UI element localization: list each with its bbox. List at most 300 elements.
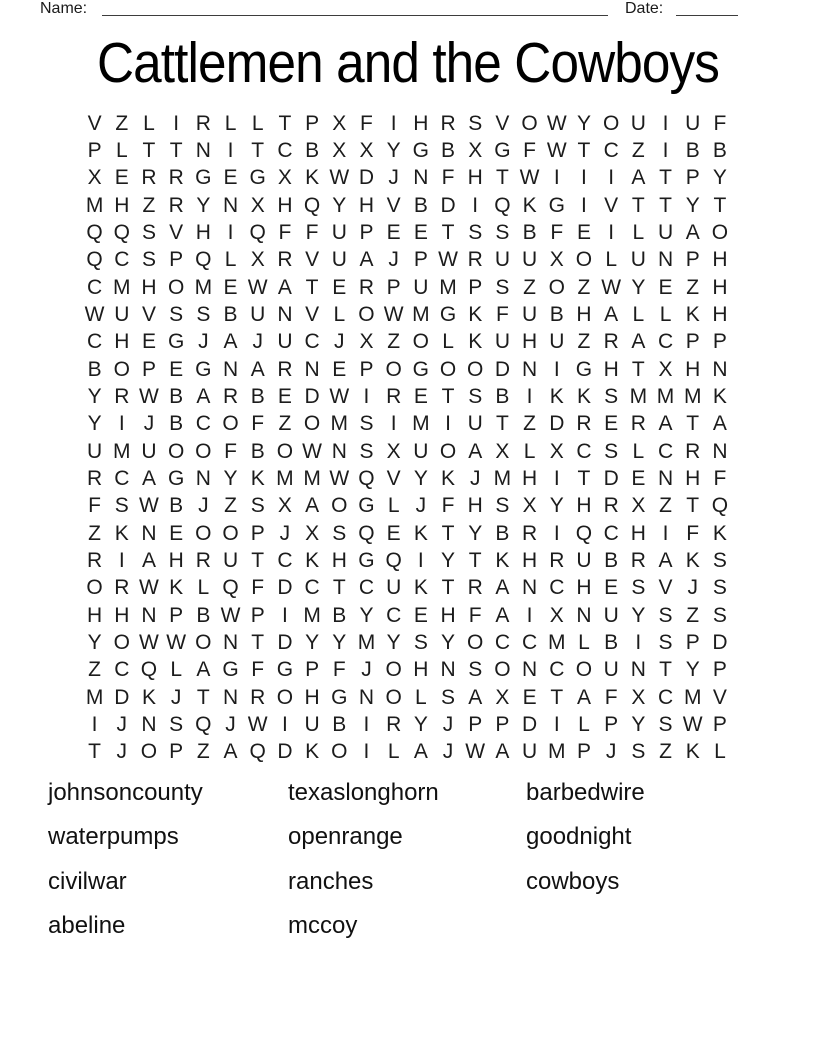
grid-letter: I xyxy=(118,412,125,436)
grid-letter: N xyxy=(712,357,728,381)
grid-letter: D xyxy=(114,685,130,709)
grid-letter: R xyxy=(222,384,239,408)
grid-letter: D xyxy=(277,630,293,654)
word-item: abeline xyxy=(48,912,126,940)
grid-letter: T xyxy=(88,740,101,764)
grid-letter: T xyxy=(251,630,265,654)
grid-letter: X xyxy=(495,439,510,463)
grid-letter: K xyxy=(413,576,428,600)
grid-letter: A xyxy=(604,302,619,326)
grid-letter: G xyxy=(167,466,185,490)
grid-letter: J xyxy=(605,740,617,764)
grid-letter: R xyxy=(114,576,130,600)
grid-letter: W xyxy=(682,712,703,736)
grid-letter: E xyxy=(522,685,537,709)
grid-letter: O xyxy=(602,111,620,135)
grid-letter: Q xyxy=(358,521,375,545)
grid-letter: H xyxy=(114,193,130,217)
grid-letter: Q xyxy=(249,740,266,764)
grid-letter: M xyxy=(439,275,457,299)
grid-letter: E xyxy=(277,384,292,408)
word-list-column xyxy=(48,779,288,957)
grid-letter: P xyxy=(141,357,156,381)
grid-letter: X xyxy=(332,138,347,162)
grid-letter: E xyxy=(413,603,428,627)
grid-letter: B xyxy=(196,603,211,627)
grid-letter: U xyxy=(522,302,538,326)
grid-letter: N xyxy=(304,357,320,381)
grid-letter: J xyxy=(687,576,698,600)
grid-letter: W xyxy=(329,384,350,408)
grid-letter: T xyxy=(577,466,591,490)
grid-letter: L xyxy=(632,439,645,463)
grid-letter: L xyxy=(578,712,590,736)
grid-letter: K xyxy=(305,740,320,764)
puzzle-title: Cattlemen and the Cowboys xyxy=(97,31,719,95)
grid-letter: H xyxy=(277,193,293,217)
grid-letter: Y xyxy=(196,193,211,217)
grid-letter: H xyxy=(712,275,728,299)
grid-letter: V xyxy=(386,466,401,490)
grid-letter: R xyxy=(386,384,402,408)
grid-letter: C xyxy=(114,248,130,272)
grid-letter: Q xyxy=(86,220,103,244)
grid-letter: I xyxy=(472,193,479,217)
grid-letter: K xyxy=(305,166,320,190)
grid-letter: O xyxy=(222,521,239,545)
grid-letter: U xyxy=(494,248,510,272)
grid-letter: N xyxy=(222,193,239,217)
grid-letter: I xyxy=(363,384,370,408)
grid-letter: S xyxy=(468,384,483,408)
grid-letter: N xyxy=(277,302,293,326)
grid-letter: X xyxy=(305,521,320,545)
grid-letter: P xyxy=(359,357,374,381)
grid-letter: V xyxy=(169,220,184,244)
grid-letter: I xyxy=(173,111,180,135)
grid-letter: E xyxy=(386,220,401,244)
word-item: johnsoncounty xyxy=(48,779,203,806)
grid-letter: I xyxy=(553,521,560,545)
grid-letter: J xyxy=(198,330,209,354)
grid-letter: O xyxy=(711,220,729,244)
grid-letter: H xyxy=(304,685,320,709)
grid-letter: I xyxy=(553,357,560,381)
grid-letter: O xyxy=(276,685,294,709)
grid-letter: G xyxy=(222,658,239,682)
grid-letter: O xyxy=(167,439,185,463)
grid-letter: Y xyxy=(549,494,564,518)
grid-letter: S xyxy=(332,521,347,545)
grid-letter: A xyxy=(468,685,483,709)
grid-letter: B xyxy=(332,603,347,627)
grid-letter: F xyxy=(251,412,265,436)
grid-letter: R xyxy=(685,439,701,463)
grid-letter: U xyxy=(522,248,538,272)
grid-letter: L xyxy=(578,630,590,654)
grid-letter: O xyxy=(494,658,511,682)
grid-letter: H xyxy=(685,357,701,381)
grid-letter: Y xyxy=(305,630,320,654)
grid-letter: W xyxy=(302,439,322,463)
grid-letter: W xyxy=(329,466,350,490)
grid-letter: G xyxy=(276,658,294,682)
grid-letter: B xyxy=(169,494,184,518)
grid-letter: L xyxy=(170,658,182,682)
grid-letter: U xyxy=(114,302,130,326)
grid-letter: O xyxy=(195,521,212,545)
grid-letter: K xyxy=(712,384,727,408)
word-item: goodnight xyxy=(526,823,632,851)
grid-letter: P xyxy=(87,138,102,162)
grid-letter: N xyxy=(222,630,239,654)
grid-letter: K xyxy=(413,521,428,545)
grid-letter: L xyxy=(415,685,427,709)
grid-letter: Q xyxy=(249,220,266,244)
grid-letter: S xyxy=(141,220,156,244)
grid-letter: E xyxy=(658,275,673,299)
grid-letter: T xyxy=(251,548,265,572)
grid-letter: S xyxy=(359,412,374,436)
grid-letter: W xyxy=(546,111,567,135)
grid-letter: Z xyxy=(577,330,591,354)
grid-letter: I xyxy=(553,466,560,490)
grid-letter: I xyxy=(118,548,125,572)
grid-letter: O xyxy=(331,740,348,764)
grid-letter: R xyxy=(467,248,483,272)
grid-letter: X xyxy=(522,494,537,518)
grid-letter: Y xyxy=(576,111,591,135)
grid-letter: Z xyxy=(631,138,645,162)
grid-letter: Q xyxy=(140,658,158,682)
grid-letter: R xyxy=(386,712,402,736)
grid-letter: N xyxy=(222,685,239,709)
grid-letter: S xyxy=(631,576,646,600)
grid-letter: T xyxy=(495,166,509,190)
grid-letter: C xyxy=(549,576,565,600)
grid-letter: P xyxy=(386,275,401,299)
grid-letter: T xyxy=(441,384,455,408)
grid-letter: J xyxy=(225,712,236,736)
grid-letter: J xyxy=(334,330,345,354)
grid-letter: O xyxy=(439,439,457,463)
grid-letter: E xyxy=(413,220,428,244)
grid-letter: S xyxy=(604,384,619,408)
grid-letter: L xyxy=(333,302,346,326)
grid-letter: V xyxy=(305,302,320,326)
grid-letter: K xyxy=(141,685,156,709)
grid-letter: S xyxy=(631,740,646,764)
grid-letter: C xyxy=(576,439,592,463)
grid-letter: I xyxy=(608,220,615,244)
grid-letter: K xyxy=(549,384,564,408)
grid-letter: X xyxy=(468,138,483,162)
grid-letter: K xyxy=(441,466,456,490)
grid-letter: J xyxy=(388,166,399,190)
grid-letter: H xyxy=(141,275,157,299)
grid-letter: E xyxy=(169,521,184,545)
grid-letter: W xyxy=(139,384,159,408)
grid-letter: H xyxy=(522,330,538,354)
grid-letter: T xyxy=(631,193,645,217)
grid-letter: M xyxy=(113,439,131,463)
grid-letter: R xyxy=(195,111,211,135)
grid-letter: S xyxy=(495,494,510,518)
grid-letter: C xyxy=(522,630,538,654)
grid-letter: O xyxy=(331,494,348,518)
grid-letter: M xyxy=(548,630,566,654)
grid-letter: K xyxy=(685,302,700,326)
grid-letter: Z xyxy=(523,275,536,299)
grid-letter: R xyxy=(603,494,619,518)
grid-letter: S xyxy=(495,275,510,299)
grid-letter: T xyxy=(251,138,265,162)
grid-letter: T xyxy=(577,138,591,162)
grid-letter: N xyxy=(657,466,674,490)
grid-letter: X xyxy=(495,685,510,709)
grid-letter: V xyxy=(604,193,619,217)
grid-letter: G xyxy=(195,166,212,190)
grid-letter: O xyxy=(575,658,593,682)
grid-letter: I xyxy=(281,712,288,736)
word-list xyxy=(48,779,645,957)
grid-letter: I xyxy=(581,193,587,217)
grid-letter: U xyxy=(277,330,293,354)
grid-letter: H xyxy=(87,603,103,627)
grid-letter: O xyxy=(358,302,375,326)
grid-letter: A xyxy=(413,740,428,764)
grid-letter: P xyxy=(305,658,320,682)
grid-letter: E xyxy=(604,576,619,600)
grid-letter: P xyxy=(495,712,510,736)
grid-letter: K xyxy=(305,548,320,572)
grid-letter: U xyxy=(413,439,429,463)
grid-letter: F xyxy=(224,439,237,463)
grid-letter: M xyxy=(493,466,512,490)
grid-letter: L xyxy=(224,248,237,272)
grid-letter: D xyxy=(304,384,320,408)
grid-letter: F xyxy=(332,658,346,682)
grid-letter: R xyxy=(467,576,483,600)
grid-letter: P xyxy=(169,603,184,627)
grid-letter: P xyxy=(685,248,700,272)
grid-letter: R xyxy=(114,384,130,408)
grid-letter: G xyxy=(195,357,212,381)
grid-letter: L xyxy=(115,138,128,162)
grid-letter: A xyxy=(468,439,483,463)
grid-letter: Q xyxy=(113,220,130,244)
grid-letter: A xyxy=(495,576,510,600)
grid-letter: E xyxy=(576,220,591,244)
grid-letter: U xyxy=(467,412,483,436)
grid-letter: T xyxy=(441,521,455,545)
grid-letter: R xyxy=(603,330,619,354)
grid-letter: N xyxy=(222,357,239,381)
grid-letter: N xyxy=(413,166,429,190)
grid-letter: Z xyxy=(686,275,700,299)
grid-letter: U xyxy=(685,111,701,135)
grid-letter: D xyxy=(712,630,728,654)
grid-letter: L xyxy=(632,220,645,244)
grid-letter: I xyxy=(390,111,397,135)
grid-letter: V xyxy=(141,302,156,326)
word-item: openrange xyxy=(288,823,403,851)
grid-letter: S xyxy=(441,685,456,709)
grid-letter: O xyxy=(86,576,103,600)
grid-letter: J xyxy=(116,712,128,736)
grid-letter: D xyxy=(494,357,510,381)
grid-letter: Z xyxy=(686,603,700,627)
grid-letter: S xyxy=(712,576,727,600)
grid-letter: N xyxy=(712,439,728,463)
grid-letter: O xyxy=(548,275,565,299)
grid-letter: C xyxy=(277,138,293,162)
grid-letter: B xyxy=(332,712,347,736)
grid-letter: I xyxy=(581,166,587,190)
grid-letter: S xyxy=(468,658,483,682)
grid-letter: A xyxy=(712,412,727,436)
grid-letter: G xyxy=(575,357,593,381)
grid-letter: K xyxy=(468,302,483,326)
word-list-column xyxy=(526,779,645,912)
grid-letter: K xyxy=(712,521,727,545)
grid-letter: P xyxy=(250,521,265,545)
grid-letter: R xyxy=(576,412,592,436)
grid-letter: Z xyxy=(142,193,156,217)
grid-letter: W xyxy=(247,275,268,299)
grid-letter: A xyxy=(223,740,238,764)
grid-letter: E xyxy=(332,275,347,299)
grid-letter: M xyxy=(276,466,294,490)
grid-letter: W xyxy=(465,740,486,764)
date-blank-line xyxy=(676,1,738,16)
grid-letter: P xyxy=(685,630,700,654)
grid-letter: I xyxy=(635,630,642,654)
grid-letter: M xyxy=(656,384,675,408)
grid-letter: E xyxy=(631,466,646,490)
grid-letter: I xyxy=(227,138,234,162)
grid-letter: I xyxy=(526,384,533,408)
grid-letter: U xyxy=(522,740,538,764)
grid-letter: C xyxy=(603,138,619,162)
grid-letter: E xyxy=(604,412,619,436)
grid-letter: Y xyxy=(359,603,374,627)
grid-letter: F xyxy=(604,685,618,709)
grid-letter: S xyxy=(658,630,673,654)
grid-letter: T xyxy=(631,357,645,381)
grid-letter: P xyxy=(604,712,619,736)
grid-letter: N xyxy=(195,138,211,162)
grid-letter: M xyxy=(683,685,702,709)
grid-letter: M xyxy=(194,275,213,299)
grid-letter: Y xyxy=(87,412,102,436)
grid-letter: F xyxy=(713,111,727,135)
grid-letter: L xyxy=(224,111,237,135)
grid-letter: I xyxy=(662,138,669,162)
grid-letter: Z xyxy=(387,330,401,354)
grid-letter: U xyxy=(630,111,646,135)
grid-letter: Q xyxy=(195,712,212,736)
grid-letter: E xyxy=(413,384,428,408)
grid-letter: X xyxy=(250,248,265,272)
grid-letter: N xyxy=(522,658,538,682)
grid-letter: S xyxy=(604,439,619,463)
grid-letter: A xyxy=(631,330,646,354)
grid-letter: H xyxy=(576,494,592,518)
grid-letter: B xyxy=(413,193,428,217)
grid-letter: K xyxy=(495,548,510,572)
grid-letter: N xyxy=(141,712,157,736)
grid-letter: I xyxy=(91,712,98,736)
grid-letter: N xyxy=(358,685,375,709)
grid-letter: O xyxy=(276,439,294,463)
grid-letter: H xyxy=(576,576,592,600)
grid-letter: M xyxy=(303,603,321,627)
grid-letter: S xyxy=(712,548,727,572)
grid-letter: T xyxy=(142,138,156,162)
grid-letter: Q xyxy=(575,521,593,545)
grid-letter: D xyxy=(277,740,293,764)
grid-letter: W xyxy=(166,630,187,654)
grid-letter: J xyxy=(442,740,454,764)
grid-letter: X xyxy=(631,494,646,518)
grid-letter: F xyxy=(441,166,455,190)
grid-letter: E xyxy=(169,357,184,381)
grid-letter: U xyxy=(250,302,266,326)
grid-letter: Y xyxy=(413,466,428,490)
grid-letter: O xyxy=(140,740,158,764)
grid-letter: A xyxy=(250,357,265,381)
grid-letter: P xyxy=(712,330,727,354)
grid-letter: N xyxy=(522,576,538,600)
grid-letter: T xyxy=(196,685,210,709)
grid-letter: R xyxy=(277,248,293,272)
grid-letter: U xyxy=(304,712,320,736)
grid-letter: T xyxy=(550,685,564,709)
grid-letter: X xyxy=(359,138,374,162)
word-item: mccoy xyxy=(288,912,358,940)
word-item: texaslonghorn xyxy=(288,779,439,806)
grid-letter: U xyxy=(603,658,619,682)
grid-letter: E xyxy=(141,330,156,354)
grid-letter: I xyxy=(526,603,533,627)
grid-letter: H xyxy=(467,494,483,518)
grid-letter: N xyxy=(195,466,211,490)
grid-letter: Y xyxy=(712,166,727,190)
grid-letter: J xyxy=(415,494,427,518)
grid-letter: D xyxy=(277,576,293,600)
grid-letter: R xyxy=(522,521,538,545)
grid-letter: J xyxy=(252,330,263,354)
grid-letter: O xyxy=(575,248,593,272)
grid-letter: A xyxy=(141,466,156,490)
grid-letter: R xyxy=(630,412,646,436)
grid-letter: U xyxy=(413,275,429,299)
grid-letter: K xyxy=(522,193,537,217)
grid-letter: X xyxy=(658,357,673,381)
grid-letter: Y xyxy=(441,630,456,654)
grid-letter: E xyxy=(223,275,238,299)
grid-letter: H xyxy=(413,658,429,682)
grid-letter: S xyxy=(169,712,184,736)
grid-letter: O xyxy=(222,412,239,436)
grid-letter: A xyxy=(576,685,591,709)
grid-letter: A xyxy=(685,220,700,244)
grid-letter: H xyxy=(603,357,619,381)
grid-letter: W xyxy=(329,166,350,190)
grid-letter: C xyxy=(87,330,103,354)
grid-letter: I xyxy=(662,521,669,545)
